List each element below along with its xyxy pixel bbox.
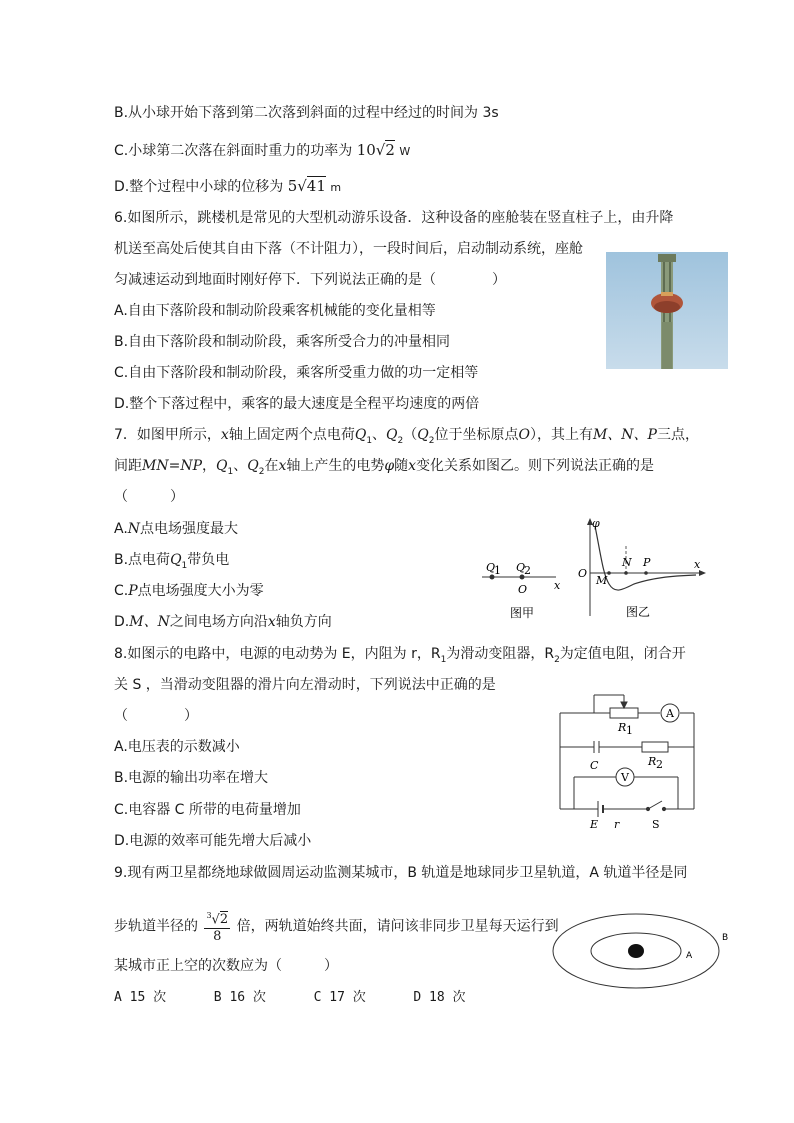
q8-circuit-diagram (554, 689, 702, 829)
svg-text:Q: Q (486, 561, 496, 574)
q6-stem-line1: 6.如图所示，跳楼机是常见的大型机动游乐设备．这种设备的座舱装在竖直柱子上，由升降 (114, 210, 674, 226)
svg-text:C: C (590, 759, 599, 772)
q5-option-c-unit: W (399, 145, 411, 158)
svg-text:R: R (648, 755, 657, 768)
svg-text:r: r (614, 818, 620, 829)
q8-answer-paren: （ ） (114, 708, 198, 724)
q7-figure-jia (478, 555, 563, 625)
q5-option-c-coef: 10 (356, 141, 376, 159)
q5-option-c: C.小球第二次落在斜面时重力的功率为 10√2 W (114, 141, 411, 159)
q6-option-c: C.自由下落阶段和制动阶段，乘客所受重力做的功一定相等 (114, 365, 479, 381)
q6-option-a: A.自由下落阶段和制动阶段乘客机械能的变化量相等 (114, 303, 436, 319)
q9-fraction: $\frac{^3√2}{8}$ (204, 908, 230, 945)
svg-text:O: O (518, 583, 528, 596)
q8-stem-line2: 关 S ，当滑动变阻器的滑片向左滑动时，下列说法中正确的是 (114, 677, 496, 693)
q7-stem-line1: 7．如图甲所示，x轴上固定两个点电荷$Q_1$、$Q_2(Q_2$位于坐标原点O），其上有M、N、P三点， (114, 427, 699, 446)
q7-answer-paren: （ ） (114, 489, 184, 505)
svg-text:B: B (722, 933, 729, 943)
svg-text:A: A (686, 951, 693, 961)
q9-stem-line3: 某城市正上空的次数应为（ ） (114, 958, 338, 974)
svg-text:2: 2 (524, 564, 531, 577)
q9-option-d: D 18 次 (413, 990, 466, 1005)
drop-tower-photo (606, 252, 728, 369)
q7-figure-yi (574, 516, 708, 626)
q5-option-c-radicand: 2 (385, 141, 395, 159)
svg-text:图甲: 图甲 (510, 606, 535, 620)
q7-option-d: D.M、N之间电场方向沿x轴负方向 (114, 614, 332, 630)
q6-stem-line3: 匀减速运动到地面时刚好停下．下列说法正确的是（ ） (114, 272, 506, 288)
q9-options (114, 988, 466, 1008)
svg-text:A: A (666, 707, 674, 720)
svg-text:φ: φ (592, 517, 600, 530)
q9-option-c: C 17 次 (313, 990, 366, 1005)
svg-text:1: 1 (626, 724, 633, 737)
q9-orbit-diagram (550, 912, 736, 994)
q8-option-a: A.电压表的示数减小 (114, 739, 240, 755)
q5-option-d-text: D.整个过程中小球的位移为 (114, 179, 284, 195)
q7-stem-line2: 间距MN=NP，$Q_1$、$Q_2$在x轴上产生的电势φ随x变化关系如图乙。则下列说法正确的是 (114, 458, 655, 477)
q5-option-b: B.从小球开始下落到第二次落到斜面的过程中经过的时间为 3s (114, 105, 499, 121)
svg-text:2: 2 (656, 758, 663, 771)
svg-text:S: S (652, 818, 660, 829)
q6-stem-line2: 机送至高处后使其自由下落（不计阻力），一段时间后，启动制动系统，座舱 (114, 241, 583, 257)
q5-option-d-radicand: 41 (306, 177, 326, 195)
svg-text:Q: Q (516, 561, 526, 574)
q6-option-b: B.自由下落阶段和制动阶段，乘客所受合力的冲量相同 (114, 334, 451, 350)
q9-stem-line1: 9.现有两卫星都绕地球做圆周运动监测某城市，B 轨道是地球同步卫星轨道，A 轨道半径是同 (114, 865, 688, 881)
q8-option-d: D.电源的效率可能先增大后减小 (114, 833, 312, 849)
svg-text:O: O (578, 567, 588, 580)
q7-option-a: A.N点电场强度最大 (114, 521, 239, 537)
svg-text:图乙: 图乙 (626, 605, 651, 619)
q8-option-b: B.电源的输出功率在增大 (114, 770, 269, 786)
svg-text:x: x (694, 558, 701, 571)
svg-text:1: 1 (494, 564, 501, 577)
q5-option-c-text: C.小球第二次落在斜面时重力的功率为 (114, 143, 353, 159)
svg-text:P: P (643, 556, 651, 569)
q7-option-c: C.P点电场强度大小为零 (114, 583, 264, 599)
q8-stem-line1: 8.如图示的电路中，电源的电动势为 E，内阻为 r，$R_1$为滑动变阻器，$R_2$为定值电阻，闭合开 (114, 646, 686, 665)
svg-text:V: V (621, 771, 629, 784)
svg-text:R: R (618, 721, 627, 734)
q9-option-a: A 15 次 (114, 990, 167, 1005)
q5-option-d: D.整个过程中小球的位移为 5√41 m (114, 177, 342, 195)
q6-option-d: D.整个下落过程中，乘客的最大速度是全程平均速度的两倍 (114, 396, 480, 412)
q8-option-c: C.电容器 C 所带的电荷量增加 (114, 802, 301, 818)
q5-option-d-coef: 5 (287, 177, 298, 195)
q7-option-b: B.点电荷$Q_1$带负电 (114, 552, 230, 571)
q9-stem-line2: 步轨道半径的 $\frac{^3√2}{8}$ 倍，两轨道始终共面，请问该非同步卫星每天运行到 (114, 908, 559, 945)
svg-text:x: x (554, 579, 561, 592)
svg-text:N: N (622, 556, 632, 569)
q5-option-d-unit: m (330, 181, 342, 194)
svg-text:E: E (590, 818, 599, 829)
q9-option-b: B 16 次 (213, 990, 266, 1005)
svg-text:M: M (596, 574, 608, 587)
